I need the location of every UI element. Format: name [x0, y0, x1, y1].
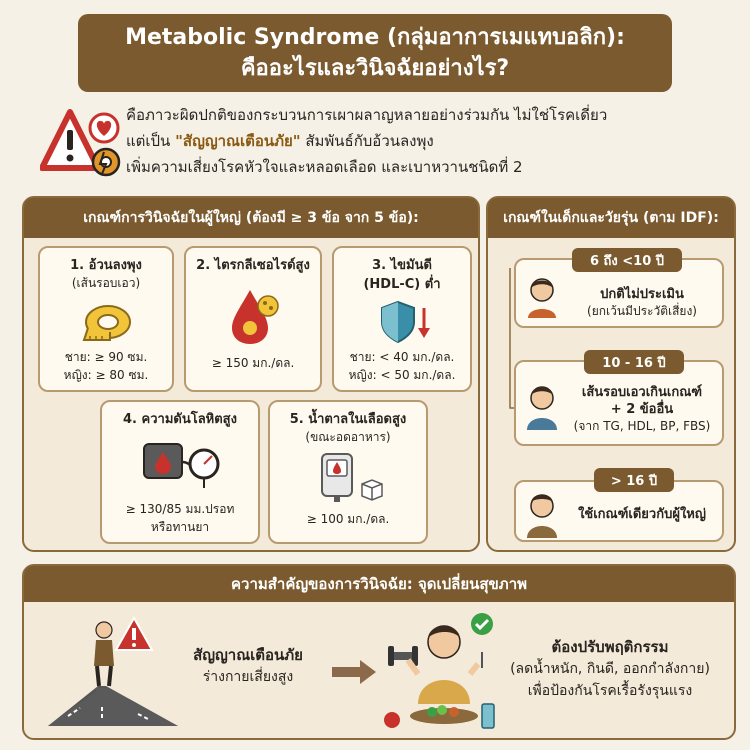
- importance-right-text: [492, 636, 728, 702]
- title-line-1: Metabolic Syndrome (กลุ่มอาการเมแทบอลิก):: [125, 25, 625, 50]
- child-group-6-10-line-2: (ยกเว้นมีประวัติเสี่ยง): [587, 304, 697, 318]
- criterion-title-waist: 1. อ้วนลงพุง: [70, 258, 142, 273]
- importance-left-line-1: สัญญาณเตือนภัย: [193, 646, 303, 664]
- criterion-value-fasting-glucose: ≥ 100 มก./ดล.: [306, 512, 390, 526]
- child-group-10-16-line-1: เส้นรอบเอวเกินเกณฑ์: [581, 385, 703, 400]
- criterion-title-hdl: 3. ไขมันดี: [372, 258, 432, 273]
- child-group-6-10-line-1: ปกติไม่ประเมิน: [600, 287, 684, 302]
- importance-panel: [22, 564, 736, 740]
- young-child-icon: [524, 274, 560, 318]
- criterion-title-blood-pressure: 4. ความดันโลหิตสูง: [123, 412, 237, 427]
- intro-line-3: เพิ่มความเสี่ยงโรคหัวใจและหลอดเลือด และเบาหวานชนิดที่ 2: [126, 158, 523, 176]
- criterion-sub-fasting-glucose: (ขณะอดอาหาร): [305, 430, 391, 444]
- child-group-text-16-plus: [562, 506, 722, 523]
- adult-criteria-panel: [22, 196, 480, 552]
- child-group-10-16-line-3: (จาก TG, HDL, BP, FBS): [573, 419, 711, 433]
- shield-down-arrow-icon: [378, 300, 432, 344]
- measuring-tape-icon: [80, 300, 136, 344]
- intro-highlight: "สัญญาณเตือนภัย": [175, 132, 301, 150]
- criterion-value-hdl-female: หญิง: < 50 มก./ดล.: [348, 368, 456, 382]
- criterion-title-triglyceride: 2. ไตรกลีเซอไรด์สูง: [196, 258, 310, 273]
- young-adult-icon: [524, 490, 560, 538]
- child-group-10-16-line-2: + 2 ข้ออื่น: [610, 402, 674, 417]
- warning-heart-gear-icon: [40, 106, 126, 182]
- importance-right-line-2: (ลดน้ำหนัก, กินดี, ออกกำลังกาย): [510, 661, 710, 677]
- age-badge-6-10: 6 ถึง <10 ปี: [572, 248, 682, 272]
- importance-left-line-2: ร่างกายเสี่ยงสูง: [202, 669, 294, 685]
- criterion-title-fasting-glucose: 5. น้ำตาลในเลือดสูง: [289, 412, 407, 427]
- child-criteria-panel: [486, 196, 736, 552]
- arrow-right-icon: [332, 660, 376, 684]
- child-criteria-header: เกณฑ์ในเด็กและวัยรุ่น (ตาม IDF):: [488, 198, 734, 238]
- intro-section: [40, 100, 730, 186]
- intro-line-2-post: สัมพันธ์กับอ้วนลงพุง: [300, 132, 434, 150]
- criterion-value-blood-pressure-medication: หรือทานยา: [150, 520, 210, 534]
- importance-right-line-1: ต้องปรับพฤติกรรม: [551, 638, 669, 656]
- importance-header: ความสำคัญของการวินิจฉัย: จุดเปลี่ยนสุขภาพ: [24, 566, 734, 602]
- child-group-16-plus-line-1: ใช้เกณฑ์เดียวกับผู้ใหญ่: [578, 507, 706, 522]
- age-badge-16-plus: > 16 ปี: [594, 468, 674, 492]
- title-line-2: คืออะไรและวินิจฉัยอย่างไร?: [240, 56, 510, 81]
- glucose-meter-icon: [316, 452, 384, 502]
- criterion-value-waist-female: หญิง: ≥ 80 ซม.: [63, 368, 149, 382]
- criterion-card-waist: [38, 246, 174, 392]
- criterion-card-hdl: [332, 246, 472, 392]
- criterion-sub-hdl: (HDL-C) ต่ำ: [363, 277, 441, 292]
- healthy-lifestyle-icon: [378, 612, 508, 736]
- intro-line-1: คือภาวะผิดปกติของกระบวนการเผาผลาญหลายอย่างร่วมกัน ไม่ใช่โรคเดี่ยว: [126, 106, 608, 124]
- age-badge-10-16: 10 - 16 ปี: [584, 350, 684, 374]
- child-group-text-6-10: [562, 286, 722, 320]
- adult-criteria-header: เกณฑ์การวินิจฉัยในผู้ใหญ่ (ต้องมี ≥ 3 ข้อ จาก 5 ข้อ):: [24, 198, 478, 238]
- importance-left-text: [168, 644, 328, 688]
- intro-line-2-pre: แต่เป็น: [126, 132, 176, 150]
- crossroads-person-icon: [38, 614, 188, 734]
- intro-line-2: [126, 128, 726, 154]
- criterion-value-waist-male: ชาย: ≥ 90 ซม.: [64, 350, 148, 364]
- blood-pressure-monitor-icon: [142, 436, 222, 494]
- importance-right-line-3: เพื่อป้องกันโรคเรื้อรังรุนแรง: [527, 683, 693, 699]
- criterion-card-triglyceride: [184, 246, 322, 392]
- criterion-value-hdl-male: ชาย: < 40 มก./ดล.: [349, 350, 455, 364]
- title-banner: [78, 14, 672, 92]
- criterion-sub-waist: (เส้นรอบเอว): [71, 276, 141, 290]
- child-group-text-10-16: [562, 384, 722, 435]
- criterion-value-blood-pressure: ≥ 130/85 มม.ปรอท: [125, 502, 235, 516]
- teen-icon: [524, 382, 560, 430]
- intro-text: [126, 102, 726, 180]
- criterion-card-fasting-glucose: [268, 400, 428, 544]
- criterion-value-triglyceride: ≥ 150 มก./ดล.: [211, 356, 295, 370]
- criterion-card-blood-pressure: [100, 400, 260, 544]
- blood-drop-fat-icon: [228, 286, 282, 346]
